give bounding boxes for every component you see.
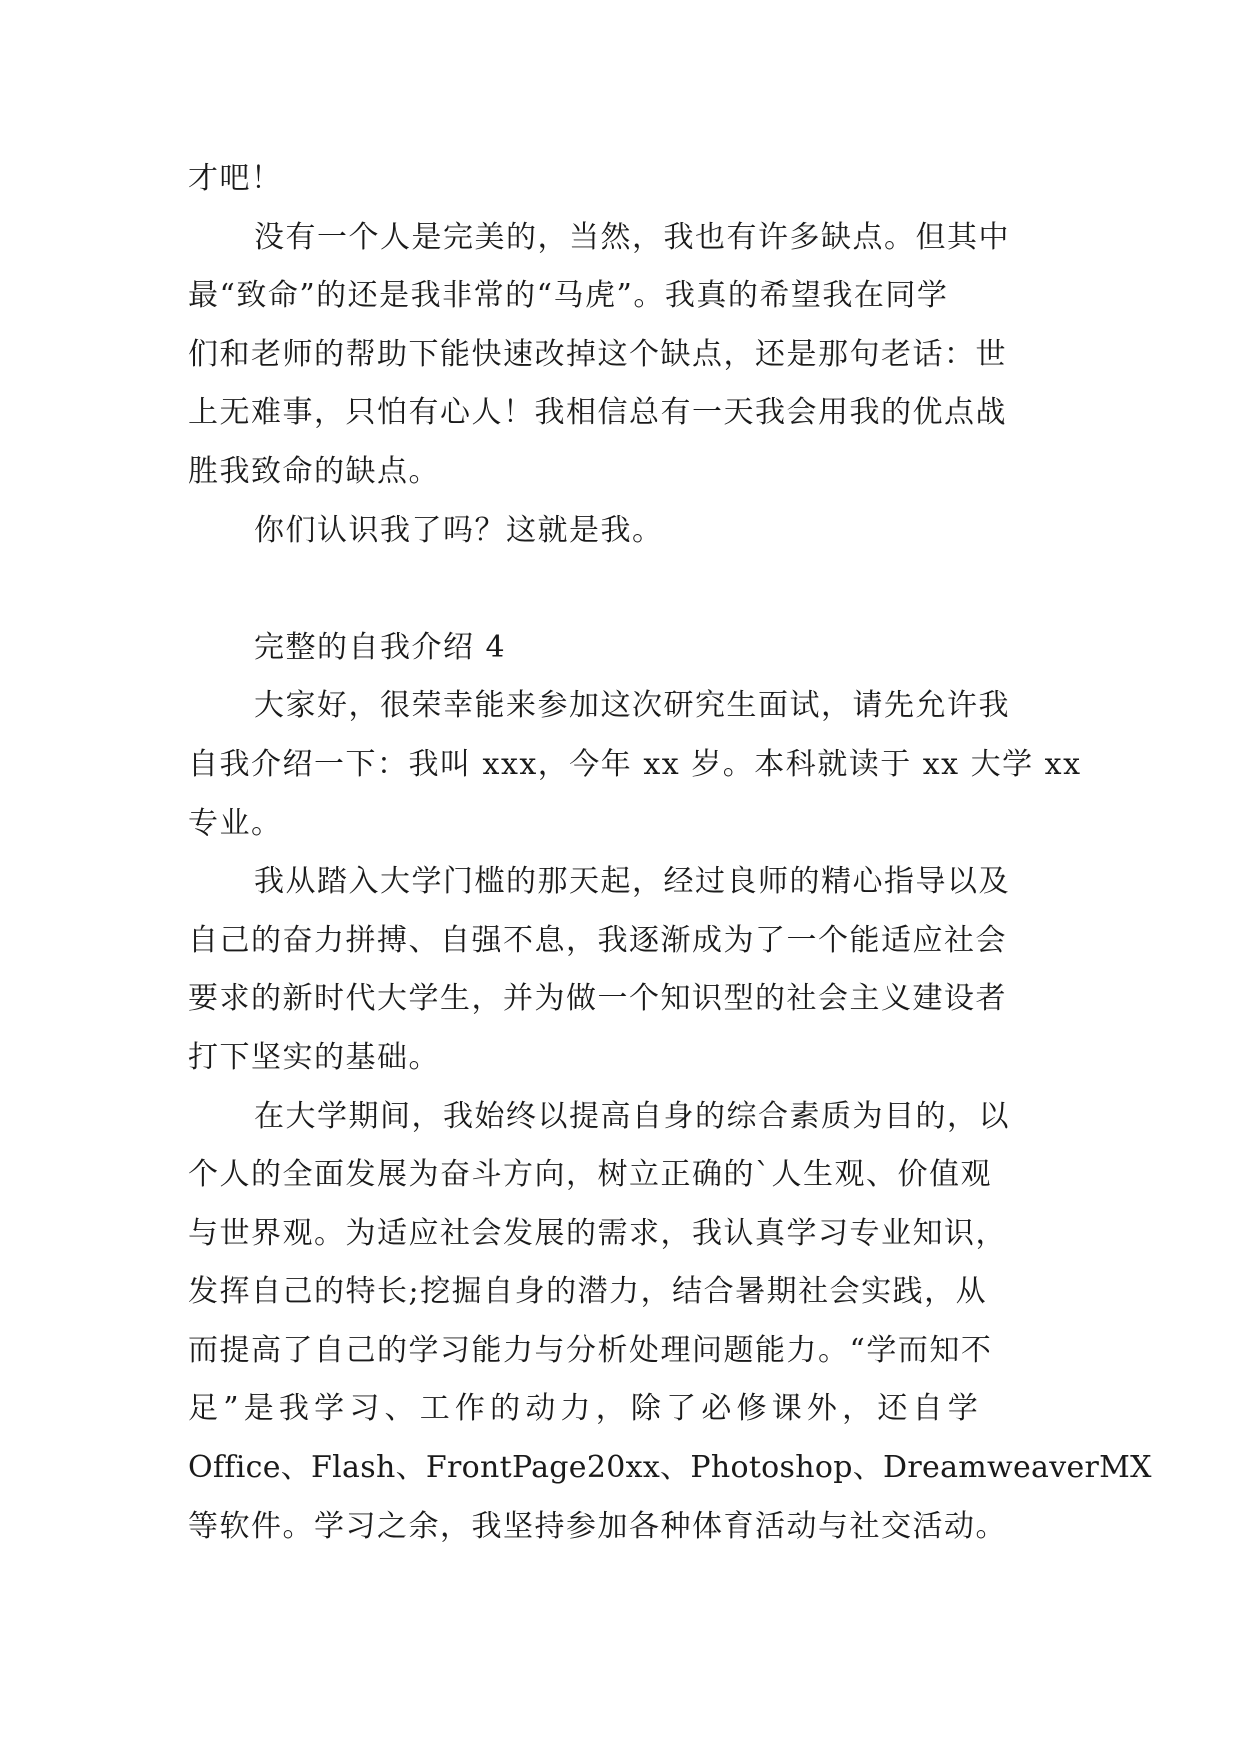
paragraph-line: 在大学期间，我始终以提高自身的综合素质为目的，以 bbox=[254, 1098, 1010, 1134]
paragraph-line: 没有一个人是完美的，当然，我也有许多缺点。但其中 bbox=[254, 219, 1010, 255]
paragraph-line: 个人的全面发展为奋斗方向，树立正确的`人生观、价值观 bbox=[188, 1157, 992, 1193]
paragraph-line: 最“致命”的还是我非常的“马虎”。我真的希望我在同学 bbox=[188, 278, 949, 314]
document-page bbox=[188, 150, 1152, 1556]
paragraph-line: 等软件。学习之余，我坚持参加各种体育活动与社交活动。 bbox=[188, 1508, 1007, 1544]
paragraph-line: 自己的奋力拼搏、自强不息，我逐渐成为了一个能适应社会 bbox=[188, 922, 1007, 958]
section-heading: 完整的自我介绍 4 bbox=[254, 629, 507, 665]
paragraph-line: 们和老师的帮助下能快速改掉这个缺点，还是那句老话：世 bbox=[188, 336, 1007, 372]
paragraph-line: 才吧！ bbox=[188, 161, 283, 196]
paragraph-line: 而提高了自己的学习能力与分析处理问题能力。“学而知不 bbox=[188, 1332, 993, 1368]
paragraph-line: 大家好，很荣幸能来参加这次研究生面试，请先允许我 bbox=[254, 688, 1010, 724]
paragraph-line: 我从踏入大学门槛的那天起，经过良师的精心指导以及 bbox=[254, 864, 1010, 900]
paragraph-line: 胜我致命的缺点。 bbox=[188, 453, 440, 489]
paragraph-line: 足”是我学习、工作的动力，除了必修课外，还自学 bbox=[188, 1391, 983, 1427]
paragraph-line: 要求的新时代大学生，并为做一个知识型的社会主义建设者 bbox=[188, 981, 1007, 1017]
paragraph-line: 上无难事，只怕有心人！我相信总有一天我会用我的优点战 bbox=[188, 395, 1007, 431]
paragraph-line: 自我介绍一下：我叫 xxx，今年 xx 岁。本科就读于 xx 大学 xx bbox=[188, 746, 1082, 782]
paragraph-line: 专业。 bbox=[188, 805, 283, 841]
paragraph-line: 你们认识我了吗？这就是我。 bbox=[254, 512, 664, 548]
paragraph-line: 打下坚实的基础。 bbox=[188, 1039, 440, 1075]
paragraph-line: Office、Flash、FrontPage20xx、Photoshop、DreamweaverMX bbox=[188, 1450, 1152, 1486]
section-spacer bbox=[188, 560, 1068, 619]
paragraph-line: 与世界观。为适应社会发展的需求，我认真学习专业知识， bbox=[188, 1215, 1007, 1251]
paragraph-line: 发挥自己的特长;挖掘自身的潜力，结合暑期社会实践，从 bbox=[188, 1274, 988, 1310]
